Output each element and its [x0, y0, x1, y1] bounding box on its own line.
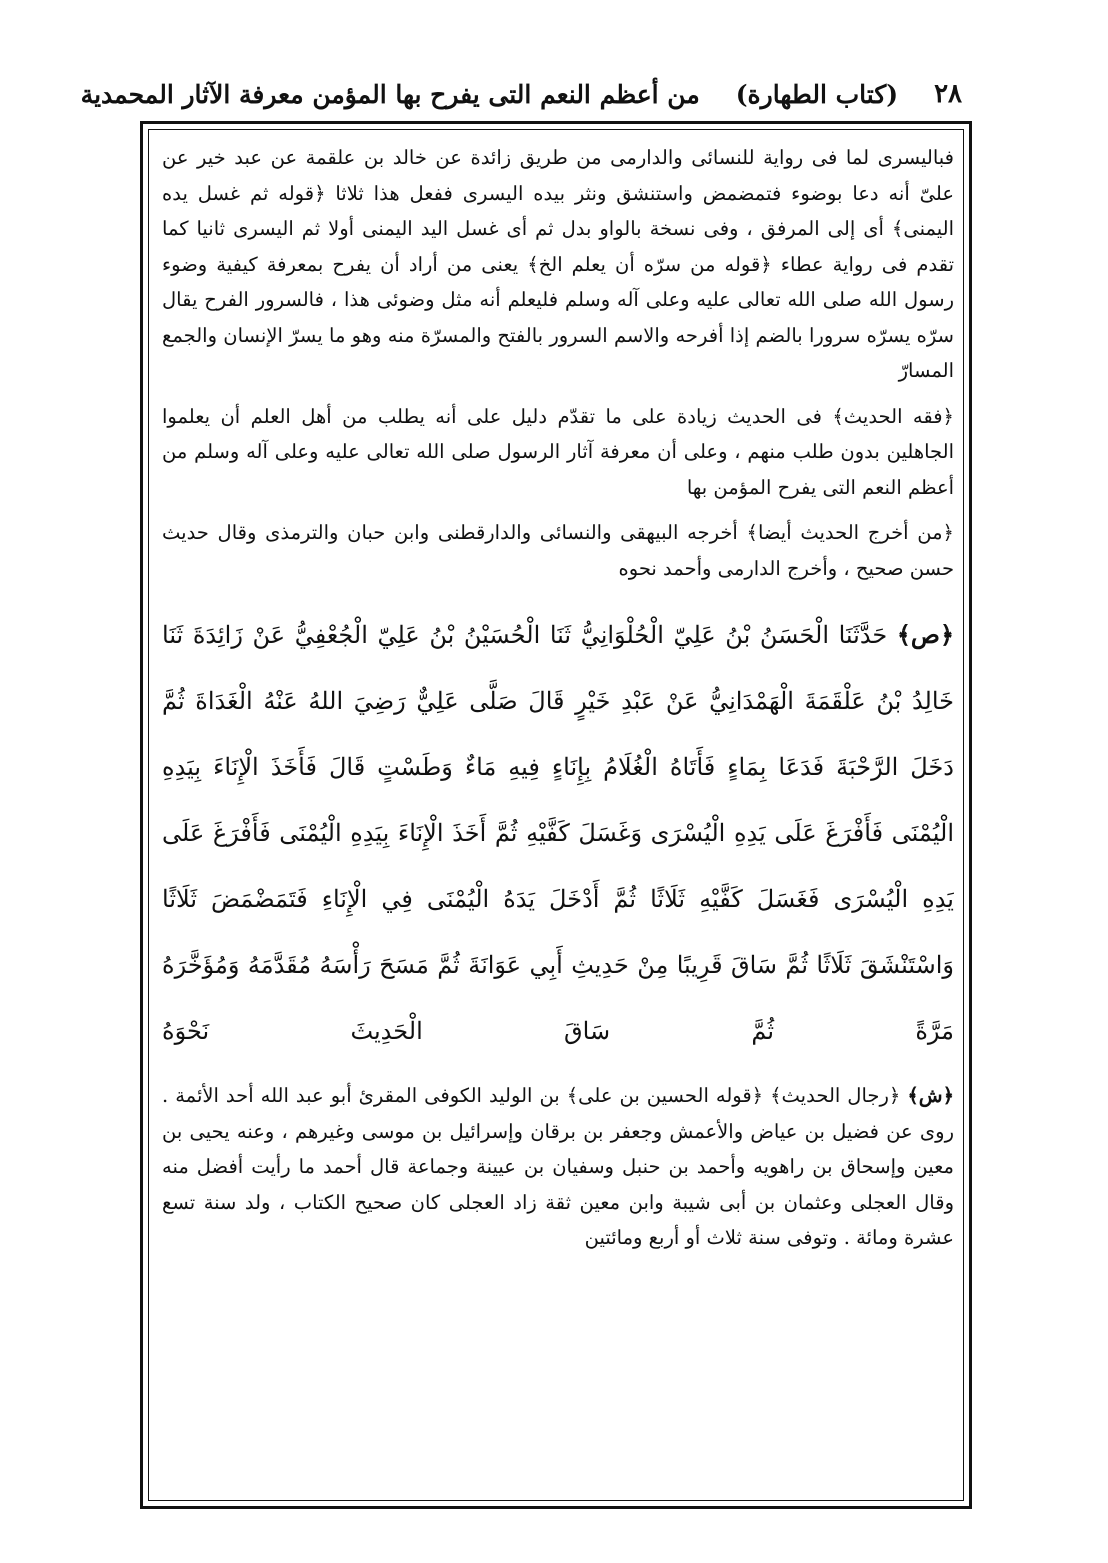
hadith-line: ثُمَّ أَدْخَلَ يَدَهُ الْيُمْنَى فِي الْإِنَاءِ فَتَمَضْمَضَ ثَلَاثًا وَاسْتَنْشَقَ ثَلَاثًا ثُمَّ سَاقَ قَرِيبًا مِنْ حَدِيثِ	[162, 885, 954, 979]
hadith-line: خَالِدُ بْنُ عَلْقَمَةَ الْهَمْدَانِيُّ عَنْ عَبْدِ خَيْرٍ قَالَ صَلَّى عَلِيٌّ رَضِيَ اللهُ عَنْهُ الْغَدَاةَ ثُمَّ دَخَلَ الرَّحْبَةَ	[162, 687, 954, 781]
commentary-text: ﴿رجال الحديث﴾ ﴿قوله الحسين بن على﴾ بن الوليد الكوفى المقرئ أبو عبد الله أحد الأئمة . روى عن فضيل بن عياض والأعمش وجعفر بن برقان وإسرائيل بن موسى وغيرهم ، وعنه يحيى بن معين وإسحاق بن راهويه وأحمد بن حنبل وسفيان بن عيينة وجماعة قال أحمد ما رأيت أفضل منه وقال العجلى وعثمان بن أبى شيبة وابن معين ثقة زاد العجلى كان صحيح الكتاب ، ولد سنة تسع عشرة ومائة . وتوفى سنة ثلاث أو أربع ومائتين	[162, 1084, 954, 1249]
commentary-paragraph: فباليسرى لما فى رواية للنسائى والدارمى من طريق زائدة عن خالد بن علقمة عن عبد خير عن علىّ أنه دعا بوضوء فتمضمض واستنشق ونثر بيده اليسرى ففعل هذا ثلاثا ﴿قوله ثم غسل يده اليمنى﴾ أى إلى المرفق ، وفى نسخة بالواو بدل ثم أى غسل اليد اليمنى أولا ثم اليسرى ثانيا كما تقدم فى رواية عطاء ﴿قوله من سرّه أن يعلم الخ﴾ يعنى من أراد أن يفرح بمعرفة كيفية وضوء رسول الله صلى الله تعالى عليه وعلى آله وسلم فليعلم أنه مثل وضوئى هذا ، فالسرور الفرح يقال سرّه يسرّه سرورا بالضم إذا أفرحه والاسم السرور بالفتح والمسرّة منه وهو ما يسرّ الإنسان والجمع المسارّ	[162, 146, 954, 382]
hadith-line: الْيُسْرَى وَغَسَلَ كَفَّيْهِ ثُمَّ أَخَذَ الْإِنَاءَ بِيَدِهِ الْيُمْنَى فَأَفْرَغَ عَلَى يَدِهِ الْيُسْرَى فَغَسَلَ كَفَّيْهِ ثَلَاثًا	[162, 819, 954, 913]
page-header	[80, 72, 962, 116]
hadith-text	[162, 602, 954, 1064]
commentary-paragraph: ﴿فقه الحديث﴾ فى الحديث زيادة على ما تقدّم دليل على أنه يطلب من أهل العلم أن يعلموا الجاهلين بدون طلب منهم ، وعلى أن معرفة آثار الرسول صلى الله تعالى عليه وعلى آله وسلم من أعظم النعم التى يفرح المؤمن بها	[162, 404, 954, 499]
hadith-line: أَبِي عَوَانَةَ ثُمَّ مَسَحَ رَأْسَهُ مُقَدَّمَهُ وَمُؤَخَّرَهُ مَرَّةً ثُمَّ سَاقَ الْحَدِيثَ نَحْوَهُ	[162, 951, 954, 1045]
page-number: ٢٨	[934, 79, 962, 109]
chapter-title: (كتاب الطهارة)	[735, 79, 899, 109]
commentary-marker: ﴿ش﴾	[907, 1084, 954, 1107]
commentary-paragraph: ﴿من أخرج الحديث أيضا﴾ أخرجه البيهقى والنسائى والدارقطنى وابن حبان والترمذى وقال حديث حسن صحيح ، وأخرج الدارمى وأحمد نحوه	[162, 521, 954, 580]
hadith-marker: ﴿ص﴾	[896, 620, 954, 649]
running-title: من أعظم النعم التى يفرح بها المؤمن معرفة الآثار المحمدية	[80, 79, 700, 109]
text-body	[162, 140, 954, 1490]
commentary-paragraph	[162, 1078, 954, 1256]
hadith-line: فَدَعَا بِمَاءٍ فَأَتَاهُ الْغُلَامُ بِإِنَاءٍ فِيهِ مَاءٌ وَطَسْتٍ قَالَ فَأَخَذَ الْإِنَاءَ بِيَدِهِ الْيُمْنَى فَأَفْرَغَ عَلَى يَدِهِ	[162, 753, 954, 847]
hadith-line: حَدَّثَنَا الْحَسَنُ بْنُ عَلِيّ الْحُلْوَانِيُّ ثَنَا الْحُسَيْنُ بْنُ عَلِيّ الْجُعْفِيُّ عَنْ زَائِدَةَ ثَنَا	[162, 621, 888, 649]
